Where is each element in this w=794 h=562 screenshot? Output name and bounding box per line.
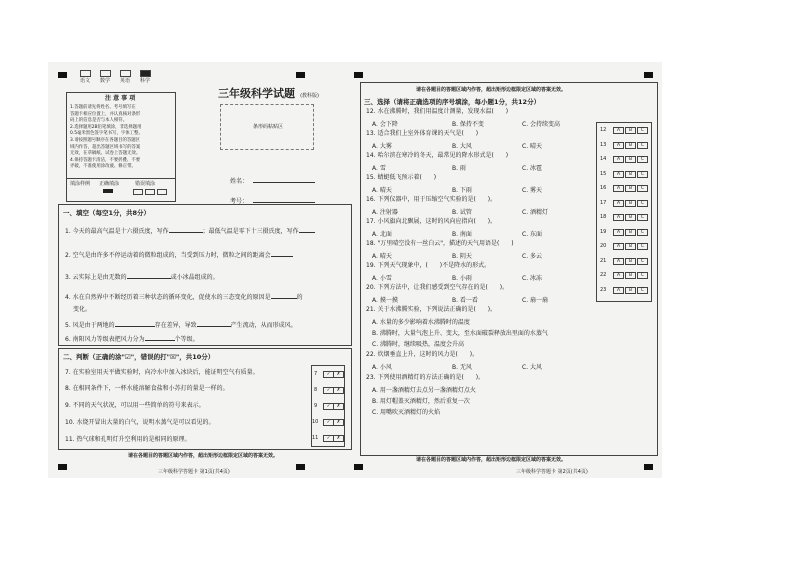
answer-bubble[interactable]: B bbox=[625, 243, 636, 250]
answer-sheet bbox=[48, 62, 662, 478]
tf-answer-grid: 7 ✓ ✗ 8 ✓ ✗ 9 ✓ ✗ 10 ✓ ✗ 11 ✓ ✗ bbox=[311, 365, 345, 447]
notice-box bbox=[66, 92, 176, 202]
answer-blank[interactable] bbox=[115, 321, 155, 327]
question-17: 17. 小风旗向北飘展，这时的风向应指向( )。 bbox=[366, 218, 497, 225]
footer-warning: 请在各题目的答题区域内作答，超出矩形边框限定区域的答案无效。 bbox=[416, 457, 567, 463]
answer-bubble[interactable]: A bbox=[613, 214, 624, 221]
wrong-fill-label: 错误填涂 bbox=[135, 181, 156, 187]
answer-blank[interactable] bbox=[145, 335, 175, 341]
answer-blank[interactable] bbox=[127, 273, 171, 279]
question-12: 12. 水在沸腾时，我们用温度计测量，发现水温( ) bbox=[366, 108, 509, 115]
answer-row-number: 12 bbox=[600, 127, 607, 133]
question-1: 1. 今天的最高气温是十六摄氏度，写作 ；最低气温是零下十三摄氏度，写作 bbox=[65, 227, 315, 235]
true-bubble[interactable]: ✓ bbox=[323, 419, 334, 426]
answer-bubble[interactable]: A bbox=[613, 229, 624, 236]
false-bubble[interactable]: ✗ bbox=[333, 371, 344, 378]
barcode-area bbox=[220, 104, 314, 150]
question-8: 8. 在相同条件下，一杯水能溶解食盐和小苏打的量是一样的。 bbox=[65, 385, 229, 392]
fill-sample-label: 填涂样例 bbox=[70, 181, 91, 187]
question-19: 19. 下列天气现象中，( )不是降水的形式。 bbox=[366, 262, 491, 269]
notice-title: 注 意 事 项 bbox=[105, 95, 136, 102]
subject-label: 数学 bbox=[100, 78, 111, 84]
page-footer: 三年级科学答题卡 第1页(共4页) bbox=[158, 469, 230, 475]
answer-row-number: 19 bbox=[600, 228, 607, 235]
question-21: 21. 关于水沸腾实验，下列说法正确的是( )。 bbox=[366, 306, 497, 313]
false-bubble[interactable]: ✗ bbox=[333, 403, 344, 410]
correct-fill-label: 正确填涂 bbox=[99, 181, 120, 187]
false-bubble[interactable]: ✗ bbox=[333, 419, 344, 426]
subject-label: 语文 bbox=[80, 78, 91, 84]
false-bubble[interactable]: ✗ bbox=[333, 387, 344, 394]
answer-bubble[interactable]: B bbox=[625, 287, 636, 294]
answer-blank[interactable] bbox=[169, 227, 203, 233]
answer-row-number: 16 bbox=[600, 185, 607, 191]
answer-bubble[interactable]: C bbox=[637, 171, 648, 178]
choice-answer-grid bbox=[596, 122, 652, 302]
section-heading: 一、填空（每空1分，共8分） bbox=[63, 209, 151, 217]
barcode-label: 条形码粘贴区 bbox=[253, 124, 284, 130]
question-23: 23. 下列使用酒精灯的方法正确的是( )。 bbox=[366, 374, 485, 381]
answer-bubble[interactable]: A bbox=[613, 171, 624, 178]
answer-bubble[interactable]: C bbox=[637, 142, 648, 149]
answer-blank[interactable] bbox=[299, 227, 315, 233]
answer-bubble[interactable]: A bbox=[613, 200, 624, 207]
answer-row-number: 18 bbox=[600, 214, 607, 220]
question-3: 3. 云实际上是由无数的 或小冰晶组成的。 bbox=[65, 274, 219, 281]
wrong-fill-sample bbox=[133, 189, 143, 195]
subject-label: 科学 bbox=[140, 78, 151, 84]
question-16: 16. 下列仪器中，用于压缩空气实验的是( )。 bbox=[366, 196, 497, 203]
section-heading: 二、判断（正确的涂"☑"，错误的打"☒"，共10分） bbox=[63, 353, 215, 361]
wrong-fill-sample bbox=[157, 189, 167, 195]
footer-warning: 请在各题目的答题区域内作答，超出矩形边框限定区域的答案无效。 bbox=[128, 453, 279, 459]
answer-bubble[interactable]: C bbox=[637, 214, 648, 221]
correct-fill-sample bbox=[103, 189, 113, 193]
answer-blank[interactable] bbox=[271, 293, 297, 299]
answer-bubble[interactable]: B bbox=[625, 142, 636, 149]
answer-bubble[interactable]: B bbox=[625, 185, 636, 192]
answer-row-number: 22 bbox=[600, 272, 607, 278]
answer-bubble[interactable]: B bbox=[625, 229, 636, 236]
question-22: 22. 炊烟垂直上升，这时的风力是( )。 bbox=[366, 351, 479, 358]
answer-bubble[interactable]: B bbox=[625, 272, 636, 279]
question-5: 5. 风是由于两地的 存在差异，导致 产生流动，从而形成风。 bbox=[65, 322, 297, 329]
section-true-false bbox=[58, 348, 352, 450]
false-bubble[interactable]: ✗ bbox=[333, 435, 344, 442]
answer-bubble[interactable]: C bbox=[637, 229, 648, 236]
answer-row-number: 14 bbox=[600, 156, 607, 162]
answer-bubble[interactable]: B bbox=[625, 258, 636, 265]
answer-row-number: 20 bbox=[600, 243, 607, 249]
answer-bubble[interactable]: B bbox=[625, 127, 636, 134]
subject-label: 英语 bbox=[120, 78, 131, 84]
answer-bubble[interactable]: A bbox=[613, 127, 624, 134]
question-10: 10. 水烧开冒出大量的白气，说明水蒸气是可以看见的。 bbox=[65, 419, 215, 426]
notice-text: 1.答题前请先将姓名、考号填写在 答题卡相应位置上，并认真核对条形 码上的信息是否与本人相符。 2.选择题用2B铅笔填涂，非选择题用 0.5毫米黑色签字笔书写，字体工整。 3.请按照题号顺序在各题目的答题区 域内作答，超出答题区域书写的答案 无效，在草稿纸、试卷上答题无效。 4.保持答题卡清洁，不要折叠、不要 弄破，不准使用涂改液、修正带。 bbox=[70, 105, 143, 170]
answer-bubble[interactable]: C bbox=[637, 243, 648, 250]
exam-number-field[interactable]: 考号： bbox=[230, 188, 315, 207]
page-title: 三年级科学试题 (教科版) bbox=[218, 87, 319, 100]
question-4: 4. 水在自然界中不断经历着三种状态的循环变化，促使水的三态变化的原因是 的 bbox=[65, 294, 303, 301]
answer-bubble[interactable]: C bbox=[637, 156, 648, 163]
answer-bubble[interactable]: A bbox=[613, 258, 624, 265]
name-field[interactable]: 姓名： bbox=[230, 168, 315, 187]
question-13: 13. 适合我们上室外体育课的天气是( ) bbox=[366, 130, 479, 137]
answer-bubble[interactable]: C bbox=[637, 127, 648, 134]
answer-row-number: 13 bbox=[600, 141, 607, 148]
question-4-cont: 变化。 bbox=[73, 306, 92, 313]
section-heading: 三、选择（请将正确选项的序号填涂，每小题1分，共12分） bbox=[364, 98, 541, 106]
answer-bubble[interactable]: A bbox=[613, 272, 624, 279]
answer-row-number: 17 bbox=[600, 199, 607, 206]
answer-bubble[interactable]: C bbox=[637, 200, 648, 207]
page-footer: 三年级科学答题卡 第2页(共4页) bbox=[516, 469, 588, 475]
left-page bbox=[48, 62, 354, 478]
true-bubble[interactable]: ✓ bbox=[323, 403, 334, 410]
answer-blank[interactable] bbox=[197, 321, 231, 327]
true-bubble[interactable]: ✓ bbox=[323, 387, 334, 394]
answer-bubble[interactable]: C bbox=[637, 287, 648, 294]
answer-row-number: 21 bbox=[600, 257, 607, 264]
answer-bubble[interactable]: A bbox=[613, 156, 624, 163]
question-6: 6. 南阳风力等级表把风力分为 个等级。 bbox=[65, 336, 199, 343]
answer-row-number: 23 bbox=[600, 286, 607, 293]
answer-bubble[interactable]: A bbox=[613, 185, 624, 192]
answer-row-number: 15 bbox=[600, 170, 607, 177]
header-warning: 请在各题目的答题区域内作答，超出矩形边框限定区域的答案无效。 bbox=[416, 87, 567, 93]
answer-bubble[interactable]: A bbox=[613, 287, 624, 294]
section-fill-blank bbox=[58, 204, 352, 346]
question-15: 15. 蜻蜓低飞预示着( ) bbox=[366, 174, 437, 181]
answer-blank[interactable] bbox=[271, 251, 293, 257]
question-9: 9. 不同的天气状况，可以用一些简单的符号来表示。 bbox=[65, 402, 205, 409]
answer-bubble[interactable]: B bbox=[625, 171, 636, 178]
answer-bubble[interactable]: C bbox=[637, 258, 648, 265]
wrong-fill-sample bbox=[145, 189, 155, 195]
answer-bubble[interactable]: B bbox=[625, 200, 636, 207]
right-page: 请在各题目的答题区域内作答，超出矩形边框限定区域的答案无效。 三、选择（请将正确选项的序号填涂，每小题1分，共12分） 12. 水在沸腾时，我们用温度计测量，发现水温( ) A. 会下降 B. 保持不变 C. 会持续变高 13. 适合我们上室外体育课的天气是( ) A. 大雾 B. 大风 C. 晴天 14. 哈尔滨在寒冷的冬天，最常见的降水形式是( ) A. 雪 B. 雨 C. 冰雹 15. 蜻蜓低飞预示着( ) A. 晴天 B. 下雨 C. 雾天 16. 下列仪器中，用于压缩空气实验的是( )。 A. 注射器 B. 试管 C. 酒精灯 17. 小风旗向北飘展，这时的风向应指向( )。 A. 北面 B. 南面 C. 东面 18. "万里晴空没有一丝白云"，描述的天气用语是( ) A. 晴天 B. 阴天 C. 多云 19. 下列天气现象中，( )不是降水的形式。 A. 小雪 B. 小雨 C. 冰冻 20. 下列方法中，让我们感受到空气存在的是( )。 A. 摸一摸 B. 看一看 C. 扇一扇 21. 关于水沸腾实验，下列说法正确的是( )。 A. 水量的多少影响着水沸腾时的温度 B. 沸腾时，大量气泡上升、变大，至水面破裂释放出里面的水蒸气 C. 沸腾时，继续吸热，温度会升高 22. 炊烟垂直上升，这时的风力是( )。 A. 小风 B. 无风 C. 大风 23. 下列使用酒精灯的方法正确的是( )。 A. 用一盏酒精灯去点另一盏酒精灯点火 B. 用灯帽盖灭酒精灯，然后重复一次 C. 用嘴吹灭酒精灯的火焰 12 A B C 13 A B C 14 A B C 15 A B C 16 A B C 17 A B C 18 A B C 19 A B C 20 A B C 21 A B C 22 A B C 23 A B C 请在各题目的答题区域内作答，超出矩形边框限定区域的答案无效。 三年级科学答题卡 第2页(共4页) bbox=[356, 62, 662, 478]
question-2: 2. 空气是由许多不停运动着的微粒组成的，当受到压力时，微粒之间的距离会 bbox=[65, 251, 293, 259]
true-bubble[interactable]: ✓ bbox=[323, 371, 334, 378]
true-bubble[interactable]: ✓ bbox=[323, 435, 334, 442]
question-7: 7. 在实验室用天平做实验时，向冷水中加入冰块后，能证明空气有质量。 bbox=[65, 369, 259, 376]
answer-bubble[interactable]: A bbox=[613, 243, 624, 250]
answer-bubble[interactable]: B bbox=[625, 214, 636, 221]
question-20: 20. 下列方法中，让我们感受到空气存在的是( )。 bbox=[366, 284, 509, 291]
answer-bubble[interactable]: A bbox=[613, 142, 624, 149]
answer-bubble[interactable]: C bbox=[637, 272, 648, 279]
question-14: 14. 哈尔滨在寒冷的冬天，最常见的降水形式是( ) bbox=[366, 152, 509, 159]
question-11: 11. 热气球和孔明灯升空利用的是相同的原理。 bbox=[65, 436, 191, 443]
question-18: 18. "万里晴空没有一丝白云"，描述的天气用语是( ) bbox=[366, 240, 514, 247]
answer-bubble[interactable]: B bbox=[625, 156, 636, 163]
answer-bubble[interactable]: C bbox=[637, 185, 648, 192]
version-label: (教科版) bbox=[300, 93, 319, 99]
